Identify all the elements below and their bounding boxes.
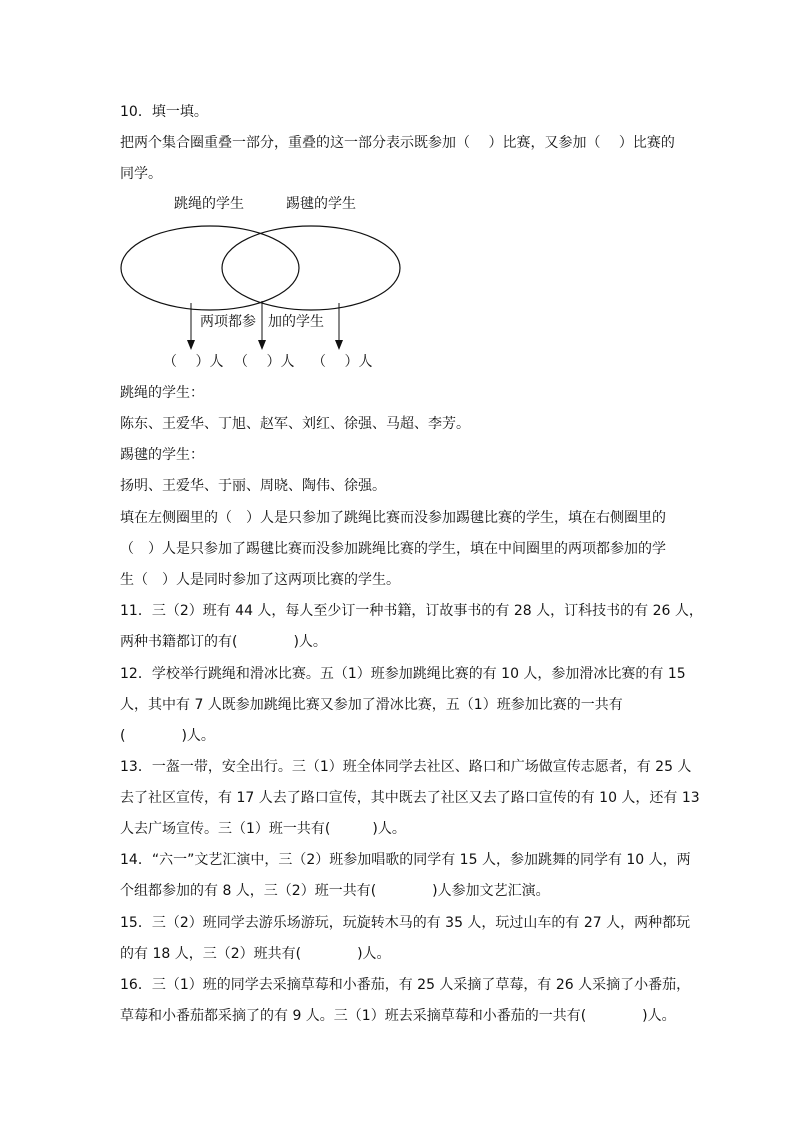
q11-line-2: 两种书籍都订的有( )人。	[120, 634, 327, 650]
venn-left-label: 跳绳的学生	[174, 196, 244, 212]
q10-fill-line-1: 填在左侧圈里的（ ）人是只参加了跳绳比赛而没参加踢毽比赛的学生，填在右侧圈里的	[120, 510, 666, 526]
q13-line-1: 13．一盔一带，安全出行。三（1）班全体同学去社区、路口和广场做宣传志愿者，有 25 人	[120, 759, 692, 775]
venn-blank-middle: （ ）人	[234, 354, 295, 370]
q10-intro-line-1: 把两个集合圈重叠一部分，重叠的这一部分表示既参加（ ）比赛，又参加（ ）比赛的	[120, 135, 675, 151]
list-b-names: 扬明、王爱华、于丽、周晓、陶伟、徐强。	[120, 478, 386, 494]
arrow-middle	[258, 301, 266, 350]
arrow-left	[187, 303, 195, 350]
venn-right-circle	[222, 226, 400, 310]
q10-fill-line-2: （ ）人是只参加了踢毽比赛而没参加跳绳比赛的学生，填在中间圈里的两项都参加的学	[120, 541, 666, 557]
venn-left-circle	[121, 226, 299, 310]
q14-line-2: 个组都参加的有 8 人，三（2）班一共有( )人参加文艺汇演。	[120, 883, 550, 899]
list-a-title: 跳绳的学生：	[120, 385, 204, 401]
venn-right-label: 踢毽的学生	[286, 196, 356, 212]
q12-line-2: 人，其中有 7 人既参加跳绳比赛又参加了滑冰比赛，五（1）班参加比赛的一共有	[120, 697, 623, 713]
venn-blank-left: （ ）人	[163, 354, 224, 370]
q10-fill-line-3: 生（ ）人是同时参加了这两项比赛的学生。	[120, 572, 400, 588]
q13-line-2: 去了社区宣传，有 17 人去了路口宣传，其中既去了社区又去了路口宣传的有 10 人，还有 13	[120, 790, 700, 806]
arrow-right	[335, 303, 343, 350]
q16-line-1: 16．三（1）班的同学去采摘草莓和小番茄，有 25 人采摘了草莓，有 26 人采摘了小番茄，	[120, 977, 691, 993]
venn-middle-label-a: 两项都参	[200, 314, 256, 330]
q15-line-1: 15．三（2）班同学去游乐场游玩，玩旋转木马的有 35 人，玩过山车的有 27 人，两种都玩	[120, 915, 691, 931]
q14-line-1: 14．“六一”文艺汇演中，三（2）班参加唱歌的同学有 15 人，参加跳舞的同学有 10 人，两	[120, 852, 691, 868]
q13-line-3: 人去广场宣传。三（1）班一共有( )人。	[120, 821, 406, 837]
list-a-names: 陈东、王爱华、丁旭、赵军、刘红、徐强、马超、李芳。	[120, 416, 470, 432]
q11-line-1: 11．三（2）班有 44 人，每人至少订一种书籍，订故事书的有 28 人，订科技书的有 26 人，	[120, 603, 703, 619]
q12-line-3: ( )人。	[120, 728, 215, 744]
q15-line-2: 的有 18 人，三（2）班共有( )人。	[120, 946, 391, 962]
q10-intro-line-2: 同学。	[120, 166, 162, 182]
list-b-title: 踢毽的学生：	[120, 447, 204, 463]
q12-line-1: 12．学校举行跳绳和滑冰比赛。五（1）班参加跳绳比赛的有 10 人，参加滑冰比赛的有 15	[120, 666, 686, 682]
venn-middle-label-b: 加的学生	[268, 314, 324, 330]
venn-blank-right: （ ）人	[312, 354, 373, 370]
q16-line-2: 草莓和小番茄都采摘了的有 9 人。三（1）班去采摘草莓和小番茄的一共有( )人。	[120, 1008, 676, 1024]
q10-title: 10．填一填。	[120, 104, 208, 120]
